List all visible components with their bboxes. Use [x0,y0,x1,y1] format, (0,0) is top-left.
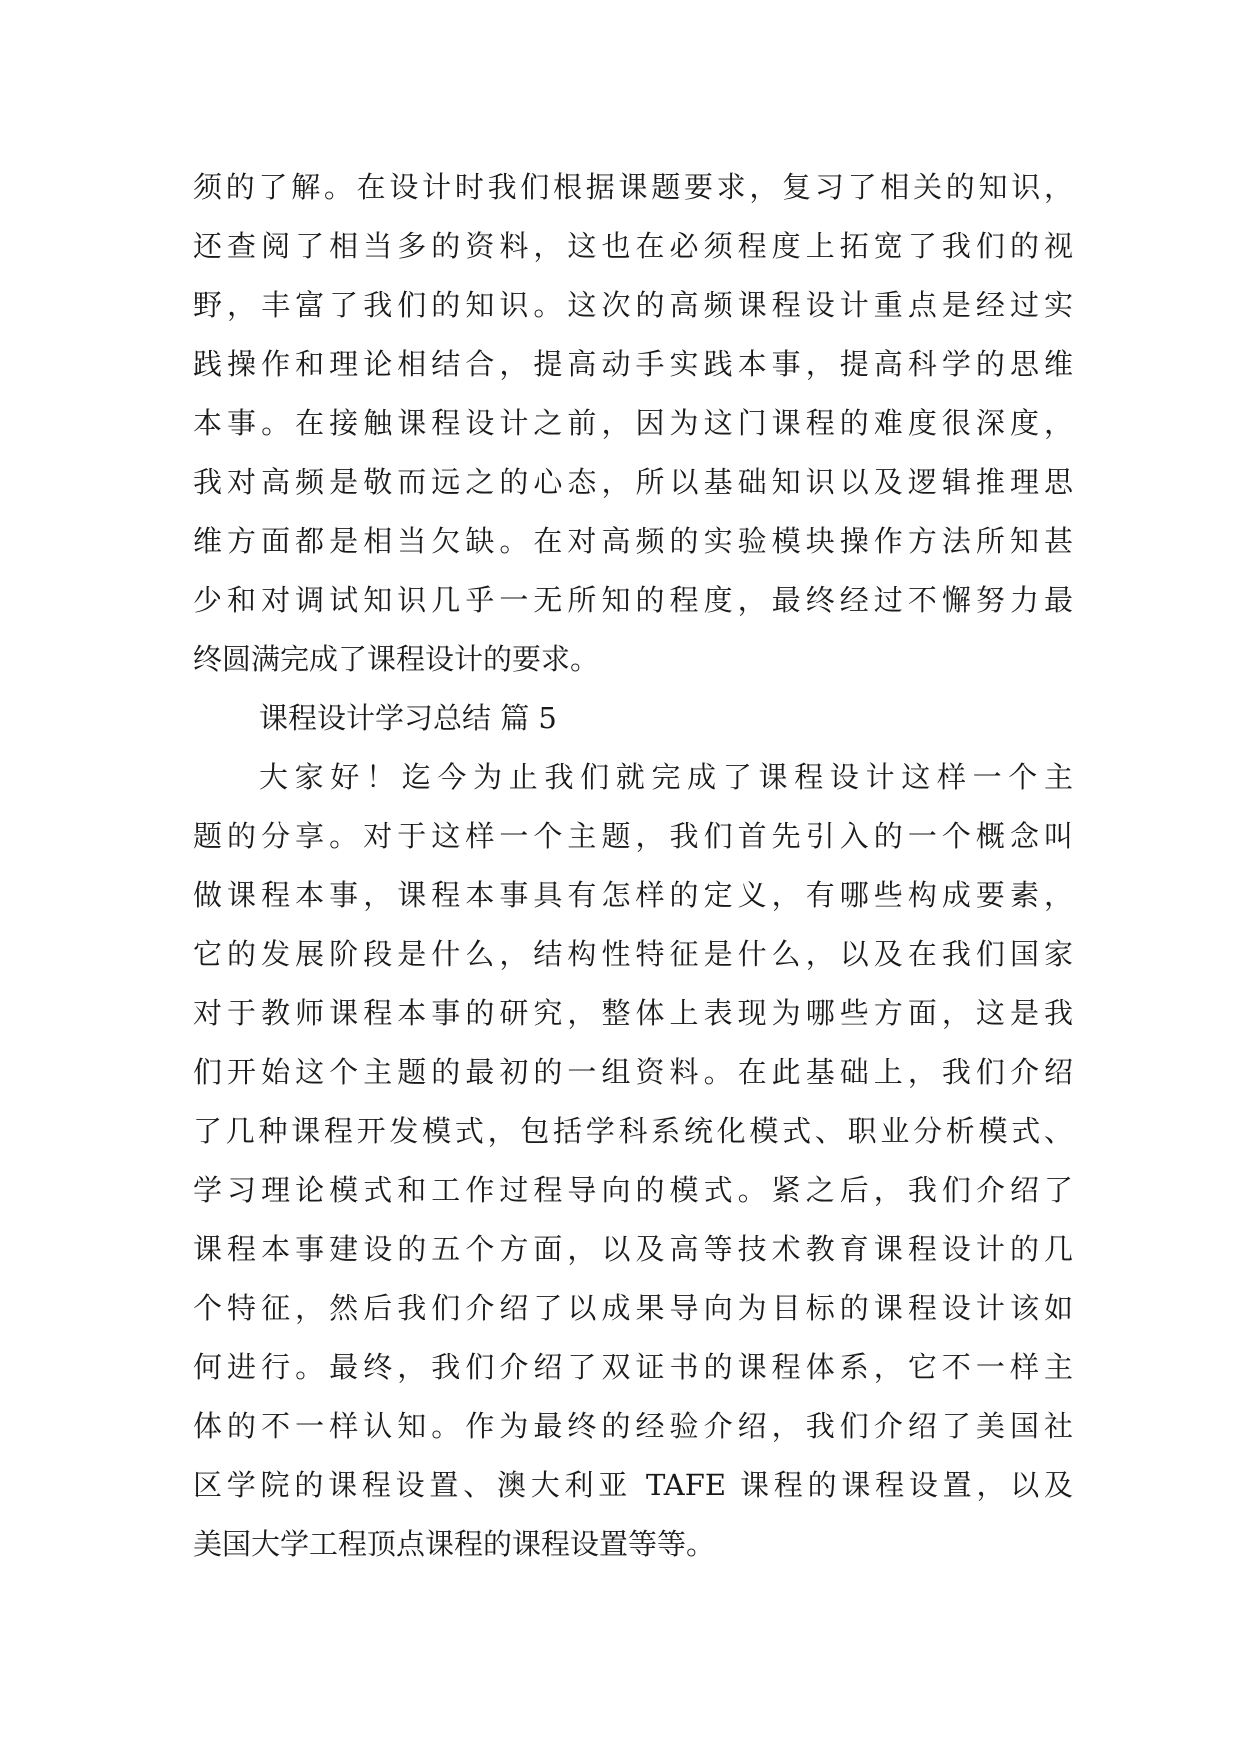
paragraph-line: 体的不一样认知。作为最终的经验介绍，我们介绍了美国社 [193,1409,1073,1443]
paragraph-line: 个特征，然后我们介绍了以成果导向为目标的课程设计该如 [193,1291,1073,1325]
paragraph-line: 我对高频是敬而远之的心态，所以基础知识以及逻辑推理思 [193,465,1073,499]
paragraph-line: 践操作和理论相结合，提高动手实践本事，提高科学的思维 [193,347,1073,381]
paragraph-line: 课程本事建设的五个方面，以及高等技术教育课程设计的几 [193,1232,1073,1266]
section-title: 课程设计学习总结 篇 5 [259,701,557,735]
paragraph-line: 终圆满完成了课程设计的要求。 [193,642,600,676]
paragraph-line: 美国大学工程顶点课程的课程设置等等。 [193,1527,716,1561]
paragraph-line: 对于教师课程本事的研究，整体上表现为哪些方面，这是我 [193,996,1073,1030]
paragraph-line: 了几种课程开发模式，包括学科系统化模式、职业分析模式、 [193,1114,1073,1148]
paragraph-line: 大家好！迄今为止我们就完成了课程设计这样一个主 [259,760,1073,794]
paragraph-line: 何进行。最终，我们介绍了双证书的课程体系，它不一样主 [193,1350,1073,1384]
paragraph-line: 本事。在接触课程设计之前，因为这门课程的难度很深度， [193,406,1073,440]
paragraph-line: 学习理论模式和工作过程导向的模式。紧之后，我们介绍了 [193,1173,1073,1207]
paragraph-line: 它的发展阶段是什么，结构性特征是什么，以及在我们国家 [193,937,1073,971]
paragraph-line: 维方面都是相当欠缺。在对高频的实验模块操作方法所知甚 [193,524,1073,558]
document-body [193,158,1073,1574]
paragraph-line: 们开始这个主题的最初的一组资料。在此基础上，我们介绍 [193,1055,1073,1089]
paragraph-line: 少和对调试知识几乎一无所知的程度，最终经过不懈努力最 [193,583,1073,617]
paragraph-line: 须的了解。在设计时我们根据课题要求，复习了相关的知识， [193,170,1073,204]
paragraph-line: 做课程本事，课程本事具有怎样的定义，有哪些构成要素， [193,878,1073,912]
paragraph-line: 野，丰富了我们的知识。这次的高频课程设计重点是经过实 [193,288,1073,322]
paragraph-line: 题的分享。对于这样一个主题，我们首先引入的一个概念叫 [193,819,1073,853]
paragraph-line: 区学院的课程设置、澳大利亚 TAFE 课程的课程设置，以及 [193,1468,1073,1502]
paragraph-line: 还查阅了相当多的资料，这也在必须程度上拓宽了我们的视 [193,229,1073,263]
